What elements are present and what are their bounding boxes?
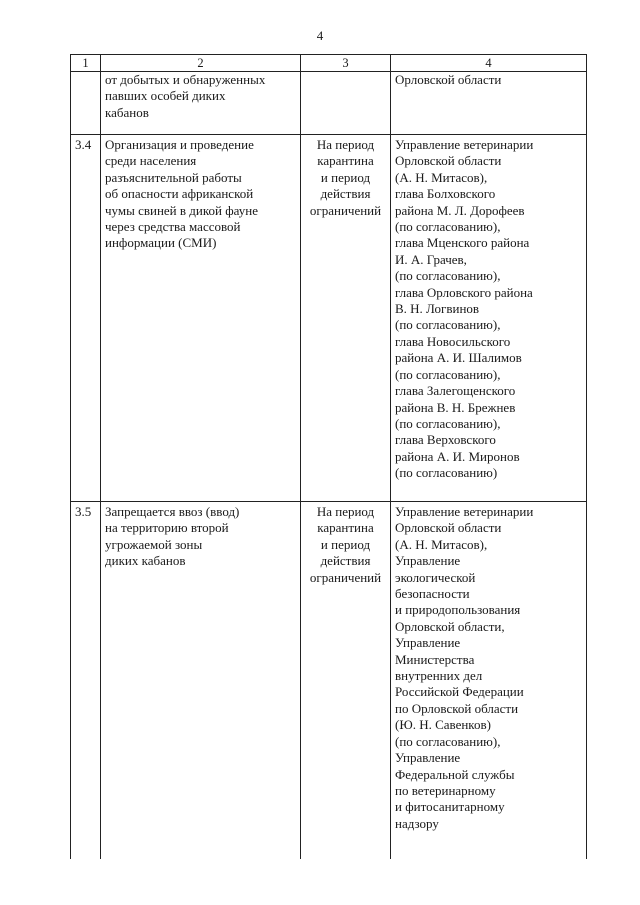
period-cell [301, 502, 391, 860]
table-row [71, 502, 587, 860]
action-cell [101, 502, 301, 860]
responsible-cell [391, 72, 587, 135]
responsible-text: Орловской области [395, 72, 502, 87]
period-cell [301, 135, 391, 502]
header-col-2: 2 [101, 55, 301, 72]
responsible-text: Управление ветеринарии Орловской области (А. Н. Митасов), глава Болховского района М. Л. Дорофеев (по согласованию), глава Мценского района И. А. Грачев, (по согласованию), глава Орловского района В. Н. Логвинов (по согласованию), глава Новосильского района А. И. Шалимов (по согласованию), глава Залегощенского района В. Н. Брежнев (по согласованию), глава Верховского района А. И. Миронов (по согласованию) [395, 137, 534, 481]
table-header-row [71, 55, 587, 72]
action-text: Организация и проведение среди населения разъяснительной работы об опасности африканской чумы свиней в дикой фауне через средства массовой информации (СМИ) [105, 137, 258, 251]
period-text: На период карантина и период действия ограничений [309, 504, 382, 585]
header-col-4: 4 [391, 55, 587, 72]
page-number: 4 [316, 28, 324, 43]
header-col-3: 3 [301, 55, 391, 72]
action-cell [101, 135, 301, 502]
row-number: 3.4 [71, 135, 101, 502]
period-text: На период карантина и период действия ограничений [309, 137, 382, 218]
responsible-text: Управление ветеринарии Орловской области (А. Н. Митасов), Управление экологической безопасности и природопользования Орловской области, Управление Министерства внутренних дел Российской Федерации по Орловской области (Ю. Н. Савенков) (по согласованию), Управление Федеральной службы по ветеринарному и фитосанитарному надзору [395, 504, 534, 831]
period-cell [301, 72, 391, 135]
action-text: от добытых и обнаруженных павших особей диких кабанов [105, 72, 266, 120]
table-row [71, 72, 587, 135]
table-row [71, 135, 587, 502]
responsible-cell [391, 502, 587, 860]
action-text: Запрещается ввоз (ввод) на территорию второй угрожаемой зоны диких кабанов [105, 504, 240, 569]
responsible-cell [391, 135, 587, 502]
action-cell [101, 72, 301, 135]
measures-table [70, 54, 587, 859]
header-col-1: 1 [71, 55, 101, 72]
row-number [71, 72, 101, 135]
row-number: 3.5 [71, 502, 101, 860]
